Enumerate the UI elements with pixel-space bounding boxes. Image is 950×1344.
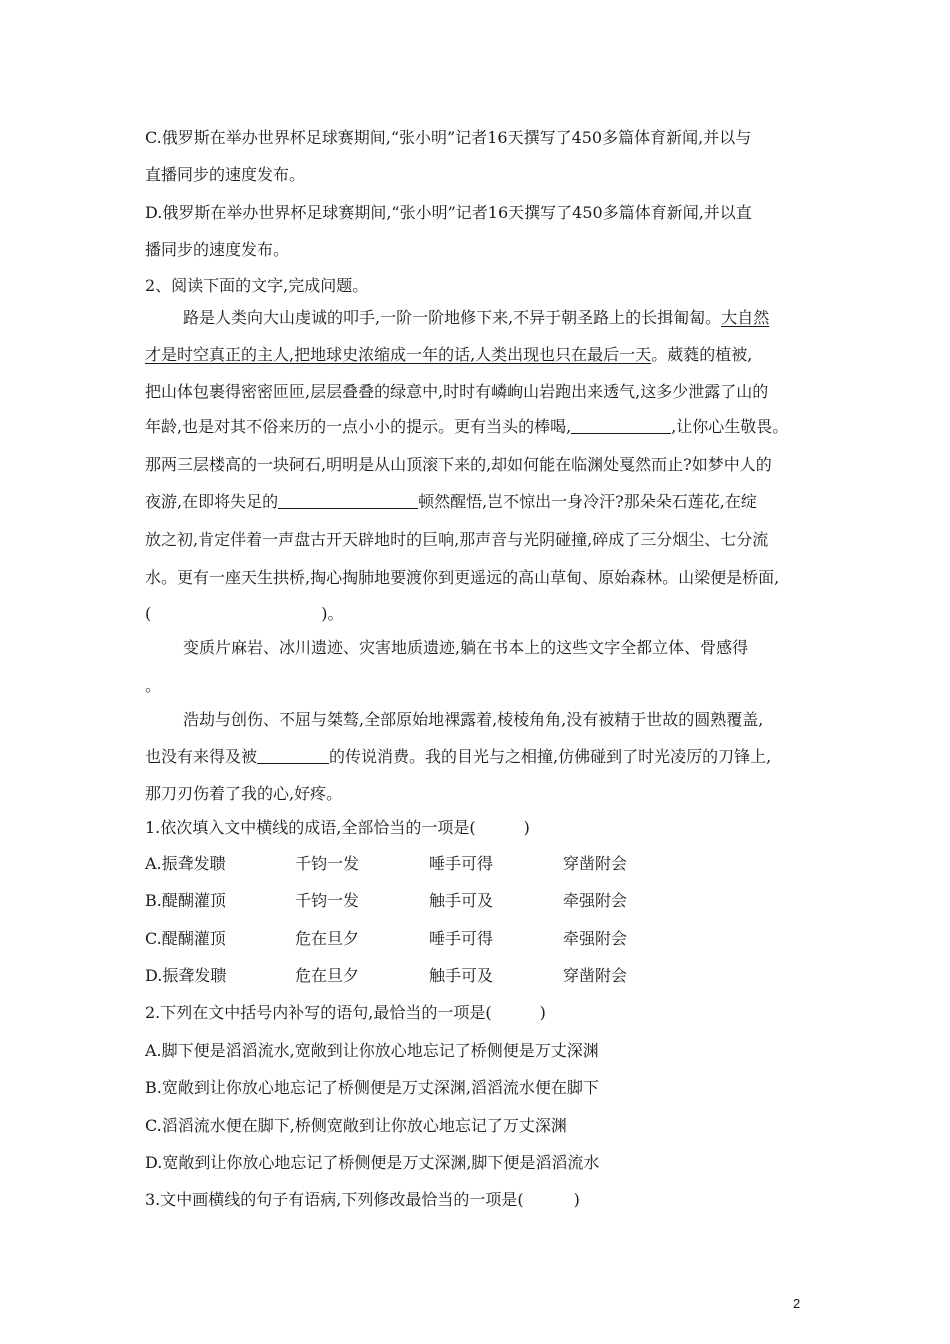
passage-p2-line1: 变质片麻岩、冰川遗迹、灾害地质遗迹,躺在书本上的这些文字全都立体、骨感得 <box>183 638 749 657</box>
passage-p1-line8: 水。更有一座天生拱桥,掏心掏肺地要渡你到更遥远的高山草甸、原始森林。山梁便是桥面, <box>145 568 780 587</box>
document-page: C.俄罗斯在举办世界杯足球赛期间,“张小明”记者16天撰写了450多篇体育新闻,并以与 直播同步的速度发布。 D.俄罗斯在举办世界杯足球赛期间,“张小明”记者16天撰写了450多篇体育新闻,并以直 播同步的速度发布。 2、阅读下面的文字,完成问题。 路是人类向大山虔诚的叩手,一阶一阶地修下来,不异于朝圣路上的长揖匍匐。大自然 才是时空真正的主人,把地球史浓缩成一年的话,人类出现也只在最后一天。葳蕤的植被, 把山体包裹得密密匝匝,层层叠叠的绿意中,时时有嶙峋山岩跑出来透气,这多少泄露了山的 年龄,也是对其不俗来历的一点小小的提示。更有当头的棒喝, ,让你心生敬畏。 那两三层楼高的一块砢石,明明是从山顶滚下来的,却如何能在临渊处戛然而止?如梦中人的 夜游,在即将失足的 顿然醒悟,岂不惊出一身冷汗?那朵朵石莲花,在绽 放之初,肯定伴着一声盘古开天辟地时的巨响,那声音与光阴碰撞,碎成了三分烟尘、七分流 水。更有一座天生拱桥,掏心掏肺地要渡你到更遥远的高山草甸、原始森林。山梁便是桥面, ( )。 变质片麻岩、冰川遗迹、灾害地质遗迹,躺在书本上的这些文字全都立体、骨感得 。 浩劫与创伤、不屈与桀骜,全部原始地裸露着,棱棱角角,没有被精于世故的圆熟覆盖, 也没有来得及被 的传说消费。我的目光与之相撞,仿佛碰到了时光凌厉的刀锋上, 那刀刃伤着了我的心,好疼。 1.依次填入文中横线的成语,全部恰当的一项是( ) A.振聋发聩 千钧一发 唾手可得 穿凿附会 B.醍醐灌顶 千钧一发 触手可及 牵强附会 C.醍醐灌顶 危在旦夕 唾手可得 牵强附会 D.振聋发聩 危在旦夕 触手可及 穿凿附会 2.下列在文中括号内补写的语句,最恰当的一项是( ) A.脚下便是滔滔流水,宽敞到让你放心地忘记了桥侧便是万丈深渊 B.宽敞到让你放心地忘记了桥侧便是万丈深渊,滔滔流水便在脚下 C.滔滔流水便在脚下,桥侧宽敞到让你放心地忘记了万丈深渊 D.宽敞到让你放心地忘记了桥侧便是万丈深渊,脚下便是滔滔流水 3.文中画横线的句子有语病,下列修改最恰当的一项是( ) 2 <box>145 128 801 1311</box>
passage-p1-line3: 把山体包裹得密密匝匝,层层叠叠的绿意中,时时有嶙峋山岩跑出来透气,这多少泄露了山的 <box>145 382 769 401</box>
option-c-line1: C.俄罗斯在举办世界杯足球赛期间,“张小明”记者16天撰写了450多篇体育新闻,并以与 <box>145 128 752 147</box>
sub2-option-a: A.脚下便是滔滔流水,宽敞到让你放心地忘记了桥侧便是万丈深渊 <box>145 1041 599 1060</box>
passage-p3-line3: 那刀刃伤着了我的心,好疼。 <box>145 784 343 803</box>
option-d-line1: D.俄罗斯在举办世界杯足球赛期间,“张小明”记者16天撰写了450多篇体育新闻,并以直 <box>145 203 752 222</box>
passage-p3-line2: 也没有来得及被 的传说消费。我的目光与之相撞,仿佛碰到了时光凌厉的刀锋上, <box>145 747 772 766</box>
underlined-sentence-part2: 才是时空真正的主人,把地球史浓缩成一年的话,人类出现也只在最后一天 <box>145 345 652 364</box>
passage-p1-line7: 放之初,肯定伴着一声盘古开天辟地时的巨响,那声音与光阴碰撞,碎成了三分烟尘、七分流 <box>145 530 769 549</box>
passage-p1-line9: ( )。 <box>145 604 344 623</box>
fill-blank-2 <box>278 492 418 509</box>
sub2-option-b: B.宽敞到让你放心地忘记了桥侧便是万丈深渊,滔滔流水便在脚下 <box>145 1078 599 1097</box>
passage-p1-line6: 夜游,在即将失足的 顿然醒悟,岂不惊出一身冷汗?那朵朵石莲花,在绽 <box>145 492 757 511</box>
underlined-sentence-part1: 大自然 <box>721 308 770 327</box>
fill-blank-1 <box>571 417 671 434</box>
question-2-intro: 2、阅读下面的文字,完成问题。 <box>145 276 369 295</box>
option-c-line2: 直播同步的速度发布。 <box>145 165 306 184</box>
sub-question-2-stem: 2.下列在文中括号内补写的语句,最恰当的一项是( ) <box>145 1003 546 1022</box>
passage-p3-line1: 浩劫与创伤、不屈与桀骜,全部原始地裸露着,棱棱角角,没有被精于世故的圆熟覆盖, <box>183 710 764 729</box>
sub-question-3-stem: 3.文中画横线的句子有语病,下列修改最恰当的一项是( ) <box>145 1190 580 1209</box>
passage-p1-line5: 那两三层楼高的一块砢石,明明是从山顶滚下来的,却如何能在临渊处戛然而止?如梦中人的 <box>145 455 772 474</box>
passage-p2-line2: 。 <box>145 676 162 695</box>
passage-p1-line1: 路是人类向大山虔诚的叩手,一阶一阶地修下来,不异于朝圣路上的长揖匍匐。大自然 <box>183 308 770 327</box>
sub2-option-c: C.滔滔流水便在脚下,桥侧宽敞到让你放心地忘记了万丈深渊 <box>145 1116 567 1135</box>
passage-p1-line4: 年龄,也是对其不俗来历的一点小小的提示。更有当头的棒喝, ,让你心生敬畏。 <box>145 417 789 436</box>
option-d-line2: 播同步的速度发布。 <box>145 240 290 259</box>
page-number: 2 <box>793 1296 801 1311</box>
passage-p1-line2: 才是时空真正的主人,把地球史浓缩成一年的话,人类出现也只在最后一天。葳蕤的植被, <box>145 345 753 364</box>
sub2-option-d: D.宽敞到让你放心地忘记了桥侧便是万丈深渊,脚下便是滔滔流水 <box>145 1153 600 1172</box>
fill-blank-3 <box>257 747 329 764</box>
sub-question-1-stem: 1.依次填入文中横线的成语,全部恰当的一项是( ) <box>145 818 530 837</box>
